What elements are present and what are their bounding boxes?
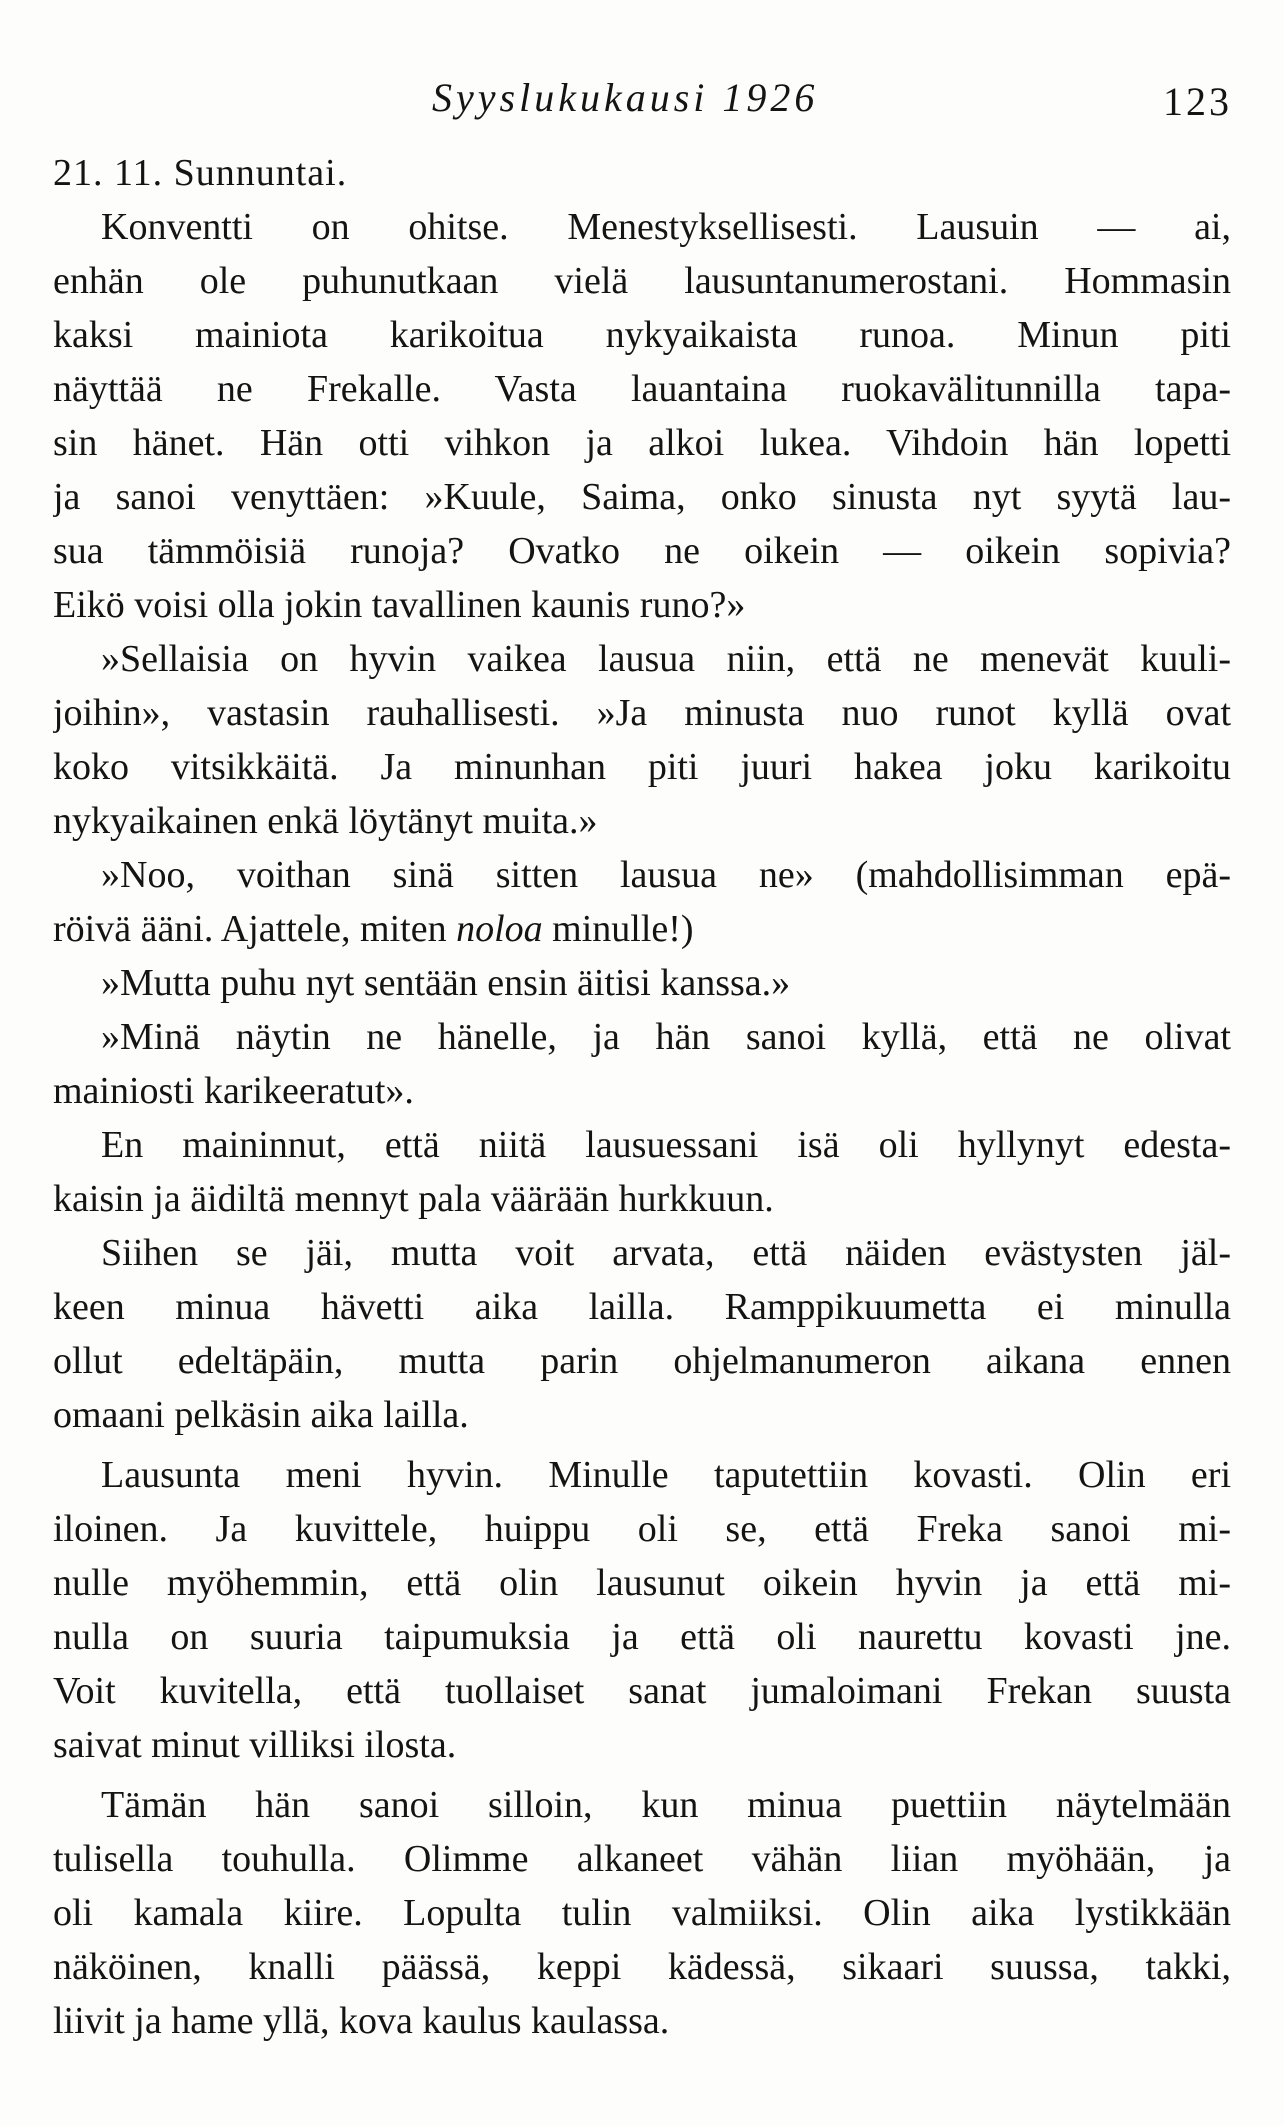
body-text [53,146,1231,2048]
text-line: enhän ole puhunutkaan vielä lausuntanumerostani. Hommasin [53,260,1231,302]
text-line: Siihen se jäi, mutta voit arvata, että näiden evästysten jäl- [101,1232,1231,1274]
text-line: joihin», vastasin rauhallisesti. »Ja minusta nuo runot kyllä ovat [53,692,1231,734]
running-head [0,68,1284,128]
text-line: »Mutta puhu nyt sentään ensin äitisi kanssa.» [101,962,791,1004]
text-line: kaksi mainiota karikoitua nykyaikaista runoa. Minun piti [53,314,1231,356]
text-line: Konventti on ohitse. Menestyksellisesti. Lausuin — ai, [101,206,1231,248]
text-line: Tämän hän sanoi silloin, kun minua puettiin näytelmään [101,1784,1231,1826]
text-line: oli kamala kiire. Lopulta tulin valmiiksi. Olin aika lystikkään [53,1892,1231,1934]
text-line: »Sellaisia on hyvin vaikea lausua niin, että ne menevät kuuli- [101,638,1231,680]
running-head-title: Syyslukukausi 1926 [432,75,819,120]
text-line: mainiosti karikeeratut». [53,1070,414,1112]
text-line: keen minua hävetti aika lailla. Ramppikuumetta ei minulla [53,1286,1231,1328]
text-line: röivä ääni. Ajattele, miten noloa minulle!) [53,908,694,950]
text-line: tulisella touhulla. Olimme alkaneet vähän liian myöhään, ja [53,1838,1231,1880]
diary-date-heading: 21. 11. Sunnuntai. [53,152,348,194]
page-number: 123 [1163,79,1232,124]
text-line: nykyaikainen enkä löytänyt muita.» [53,800,598,842]
text-line: näyttää ne Frekalle. Vasta lauantaina ruokavälitunnilla tapa- [53,368,1231,410]
text-line: näköinen, knalli päässä, keppi kädessä, sikaari suussa, takki, [53,1946,1231,1988]
text-line: kaisin ja äidiltä mennyt pala väärään hurkkuun. [53,1178,774,1220]
text-line: ollut edeltäpäin, mutta parin ohjelmanumeron aikana ennen [53,1340,1231,1382]
text-line: Eikö voisi olla jokin tavallinen kaunis runo?» [53,584,746,626]
emphasized-word: noloa [456,908,543,950]
text-line: »Noo, voithan sinä sitten lausua ne» (mahdollisimman epä- [101,854,1231,896]
text-line: omaani pelkäsin aika lailla. [53,1394,469,1436]
text-line: iloinen. Ja kuvittele, huippu oli se, että Freka sanoi mi- [53,1508,1231,1550]
text-line: sin hänet. Hän otti vihkon ja alkoi lukea. Vihdoin hän lopetti [53,422,1231,464]
text-line: Voit kuvitella, että tuollaiset sanat jumaloimani Frekan suusta [53,1670,1231,1712]
text-line: »Minä näytin ne hänelle, ja hän sanoi kyllä, että ne olivat [101,1016,1231,1058]
text-line: sua tämmöisiä runoja? Ovatko ne oikein — oikein sopivia? [53,530,1231,572]
text-line: saivat minut villiksi ilosta. [53,1724,457,1766]
text-line: ja sanoi venyttäen: »Kuule, Saima, onko sinusta nyt syytä lau- [53,476,1231,518]
text-line: Lausunta meni hyvin. Minulle taputettiin kovasti. Olin eri [101,1454,1231,1496]
text-line: En maininnut, että niitä lausuessani isä oli hyllynyt edesta- [101,1124,1231,1166]
text-line: nulla on suuria taipumuksia ja että oli naurettu kovasti jne. [53,1616,1231,1658]
text-line: liivit ja hame yllä, kova kaulus kaulassa. [53,2000,670,2042]
text-line: nulle myöhemmin, että olin lausunut oikein hyvin ja että mi- [53,1562,1231,1604]
text-line: koko vitsikkäitä. Ja minunhan piti juuri hakea joku karikoitu [53,746,1231,788]
